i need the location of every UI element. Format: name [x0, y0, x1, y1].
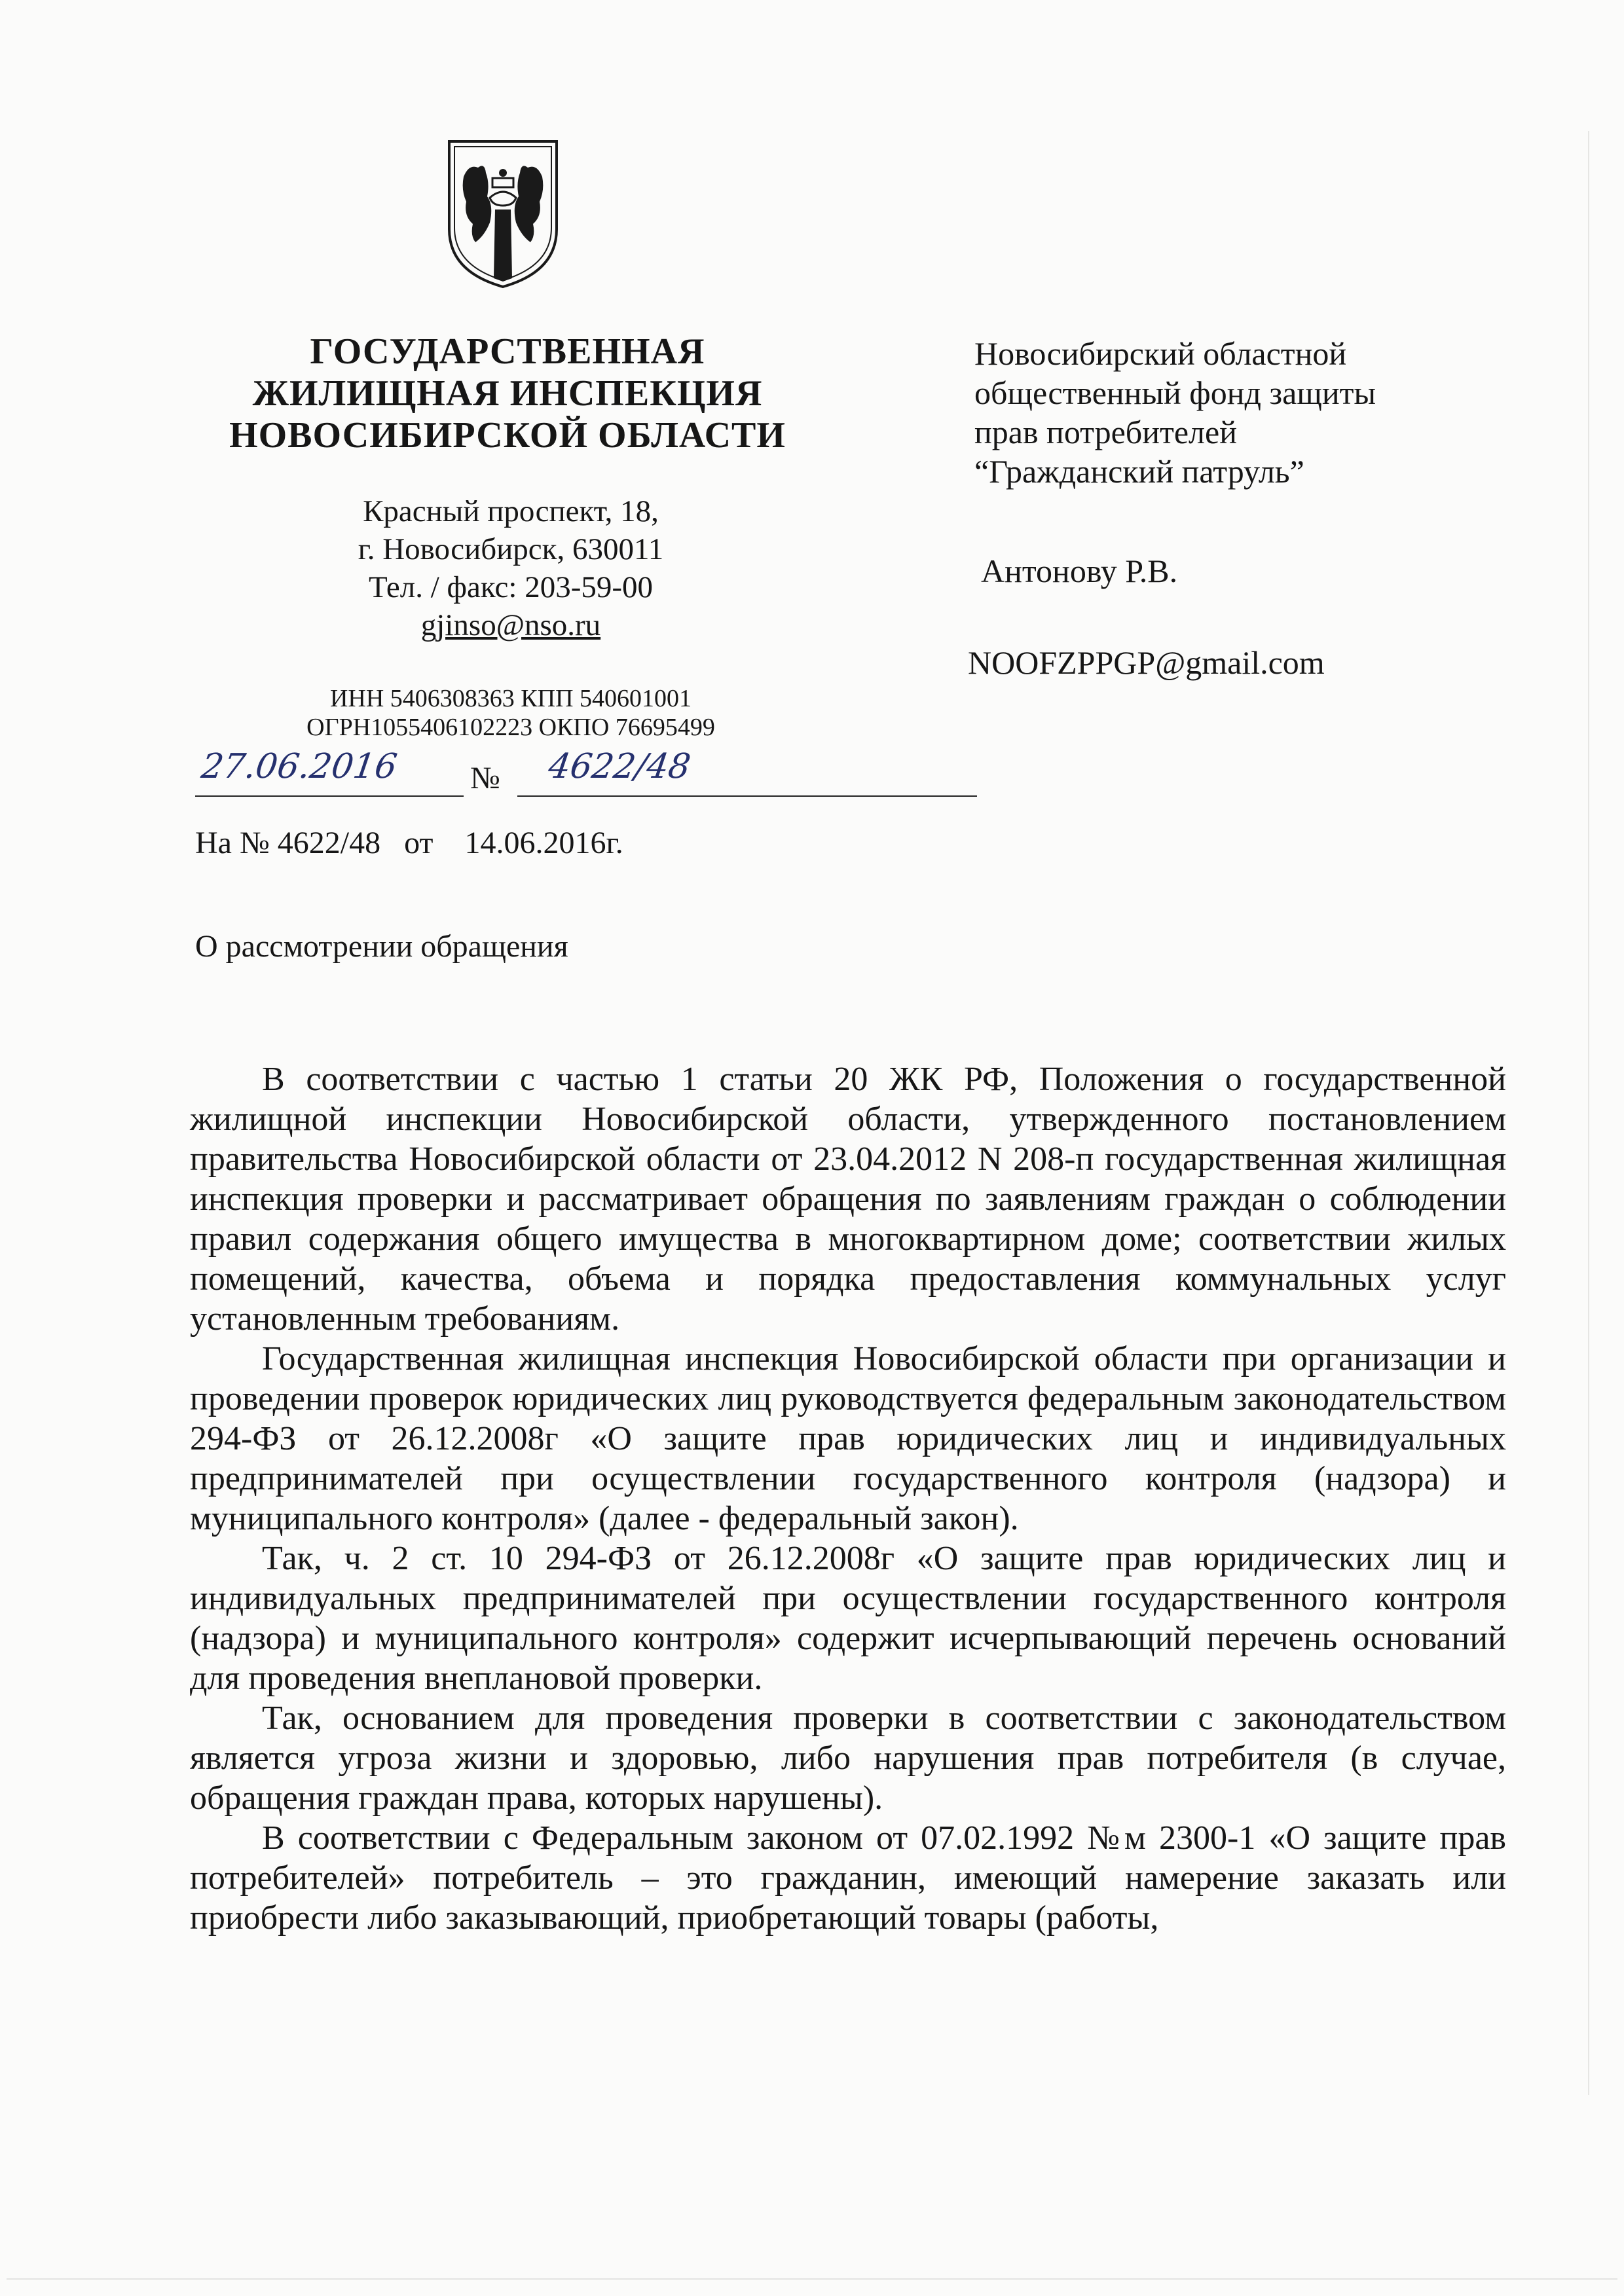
organization-name-line: НОВОСИБИРСКОЙ ОБЛАСТИ [229, 415, 786, 456]
recipient-line: “Гражданский патруль” [974, 453, 1304, 490]
recipient-line: Новосибирский областной [974, 335, 1347, 372]
recipient-organization [974, 334, 1498, 491]
recipient-line: прав потребителей [974, 414, 1237, 450]
registration-line [195, 742, 784, 814]
address-city: г. Новосибирск, 630011 [358, 532, 664, 566]
registration-number: 4622/48 [545, 747, 693, 786]
body-paragraph: Государственная жилищная инспекция Новосибирской области при организации и проведении проверок юридических лиц руководствуется федеральным законодательством 294-ФЗ от 26.12.2008г «О защите прав юридических лиц и индивидуальных предпринимателей при осуществлении государственного контроля (надзора) и муниципального контроля» (далее - федеральный закон). [190, 1340, 1506, 1537]
body-paragraph: В соответствии с частью 1 статьи 20 ЖК РФ, Положения о государственной жилищной инспекции Новосибирской области, утвержденного постановлением правительства Новосибирской области от 23.04.2012 N 208-п государственная жилищная инспекция проверки и рассматривает обращения по заявлениям граждан о соблюдении правил содержания общего имущества в многоквартирном доме; соответствии жилых помещений, качества, объема и порядка предоставления коммунальных услуг установленным требованиям. [190, 1061, 1506, 1338]
number-underline [517, 795, 977, 797]
body-paragraph: В соответствии с Федеральным законом от 07.02.1992 №м 2300-1 «О защите прав потребителей» потребитель – это гражданин, имеющий намерение заказать или приобрести либо заказывающий, приобретающий товары (работы, [190, 1819, 1506, 1937]
body-paragraph: Так, основанием для проведения проверки в соответствии с законодательством является угроза жизни и здоровью, либо нарушения прав потребителя (в случае, обращения граждан права, которых нарушены). [190, 1700, 1506, 1817]
recipient-person: Антонову Р.В. [981, 553, 1178, 589]
number-sign: № [470, 761, 500, 795]
recipient-line: общественный фонд защиты [974, 374, 1376, 411]
organization-registration-codes [196, 684, 825, 742]
coat-of-arms-icon [444, 137, 562, 289]
ogrn-okpo: ОГРН1055406102223 ОКПО 76695499 [306, 714, 715, 741]
phone-fax: Тел. / факс: 203-59-00 [369, 570, 653, 604]
letter-body [190, 1059, 1506, 1938]
inn-kpp: ИНН 5406308363 КПП 540601001 [329, 685, 692, 712]
scan-edge-line [1588, 131, 1589, 2095]
organization-name [196, 331, 819, 456]
reference-line: На № 4622/48 от 14.06.2016г. [195, 826, 623, 860]
organization-address [236, 492, 786, 644]
organization-name-line: ЖИЛИЩНАЯ ИНСПЕКЦИЯ [252, 373, 763, 414]
body-paragraph: Так, ч. 2 ст. 10 294-ФЗ от 26.12.2008г «О защите прав юридических лиц и индивидуальных предпринимателей при осуществлении государственного контроля (надзора) и муниципального контроля» содержит исчерпывающий перечень оснований для проведения внеплановой проверки. [190, 1540, 1506, 1697]
address-street: Красный проспект, 18, [363, 494, 659, 528]
recipient-email: NOOFZPPGP@gmail.com [968, 644, 1325, 681]
registration-date: 27.06.2016 [198, 747, 399, 786]
date-underline [195, 795, 464, 797]
letter-subject: О рассмотрении обращения [195, 929, 568, 964]
scan-bottom-edge [7, 2278, 1617, 2280]
organization-name-line: ГОСУДАРСТВЕННАЯ [310, 331, 705, 372]
organization-email: gjinso@nso.ru [420, 608, 601, 642]
